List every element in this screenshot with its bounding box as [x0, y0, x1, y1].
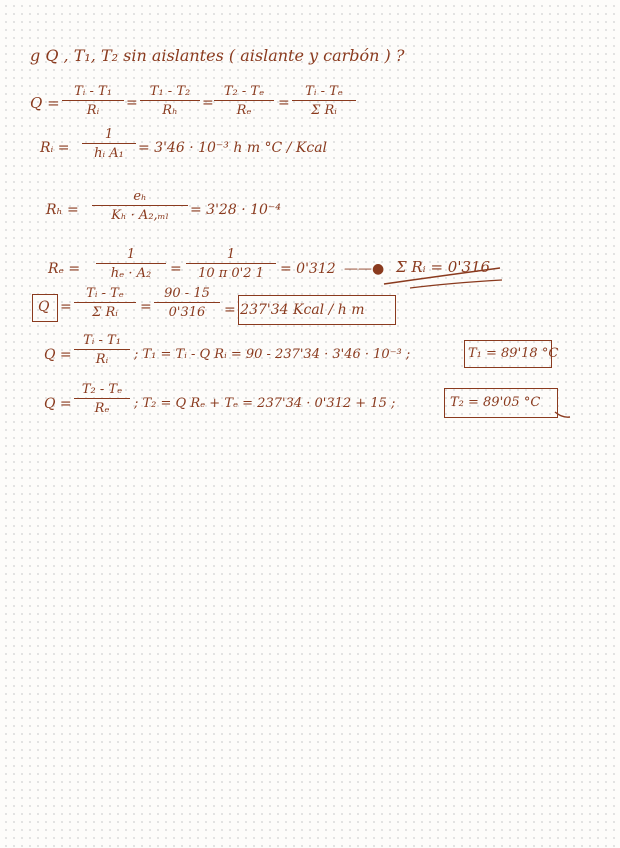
eq4-sum-resistance: Σ Rᵢ = 0'316: [396, 258, 491, 276]
eq6-t1-expression: ; T₁ = Tᵢ - Q Rᵢ = 90 - 237'34 · 3'46 · 10⁻³ ;: [134, 347, 411, 362]
eq1-f3-denominator: Rₑ: [236, 103, 252, 118]
equals-sign: =: [126, 95, 138, 111]
eq6-denominator: Rᵢ: [95, 352, 109, 367]
eq5-f1-denominator: Σ Rᵢ: [92, 305, 118, 320]
eq1-f2-denominator: Rₕ: [162, 103, 178, 118]
eq1-f1-denominator: Rᵢ: [86, 103, 100, 118]
equals-sign: =: [170, 261, 182, 277]
eq4-f2-numerator: 1: [226, 247, 236, 262]
t2-answer: T₂ = 89'05 °C: [450, 395, 541, 410]
eq4-f2-denominator: 10 π 0'2 1: [198, 266, 264, 281]
eq3-denominator: Kₕ · A₂,ₘₗ: [111, 208, 169, 223]
eq5-f1-numerator: Tᵢ - Tₑ: [86, 286, 124, 301]
eq7-lhs: Q =: [44, 396, 72, 412]
arrow-icon: ——●: [344, 261, 385, 277]
equals-sign: =: [202, 95, 214, 111]
eq7-numerator: T₂ - Tₑ: [81, 382, 123, 397]
eq1-f4-denominator: Σ Rᵢ: [311, 103, 337, 118]
eq5-f2-denominator: 0'316: [168, 305, 206, 320]
underline-stroke: [410, 280, 502, 288]
t1-answer: T₁ = 89'18 °C: [468, 346, 559, 361]
problem-heading: g Q , T₁, T₂ sin aislantes ( aislante y carbón ) ?: [30, 46, 405, 65]
equals-sign: =: [278, 95, 290, 111]
eq5-f2-numerator: 90 - 15: [164, 286, 210, 301]
equals-sign: =: [60, 299, 72, 315]
eq3-result: = 3'28 · 10⁻⁴: [190, 202, 281, 218]
eq2-result: = 3'46 · 10⁻³ h m °C / Kcal: [138, 140, 328, 156]
eq3-numerator: eₕ: [133, 189, 147, 204]
equals-sign: =: [140, 299, 152, 315]
eq6-lhs: Q =: [44, 347, 72, 363]
eq4-f1-denominator: hₑ · A₂: [110, 266, 152, 281]
eq2-lhs: Rᵢ =: [40, 140, 70, 156]
eq1-lhs: Q =: [30, 94, 60, 112]
eq7-t2-expression: ; T₂ = Q Rₑ + Tₑ = 237'34 · 0'312 + 15 ;: [134, 396, 396, 411]
eq2-numerator: 1: [104, 127, 114, 142]
tail-stroke: [555, 412, 570, 417]
eq5-lhs: Q: [38, 299, 50, 315]
eq2-denominator: hᵢ A₁: [94, 146, 124, 161]
eq3-lhs: Rₕ =: [46, 202, 79, 218]
eq6-numerator: Tᵢ - T₁: [83, 333, 121, 348]
eq1-f2-numerator: T₁ - T₂: [149, 84, 191, 99]
eq4-f1-numerator: 1: [126, 247, 136, 262]
eq4-result: = 0'312: [280, 261, 336, 277]
eq7-denominator: Rₑ: [94, 401, 110, 416]
eq1-f4-numerator: Tᵢ - Tₑ: [305, 84, 343, 99]
eq4-lhs: Rₑ =: [48, 261, 81, 277]
eq1-f3-numerator: T₂ - Tₑ: [223, 84, 265, 99]
eq1-f1-numerator: Tᵢ - T₁: [74, 84, 112, 99]
eq5-result: = 237'34 Kcal / h m: [224, 302, 365, 318]
